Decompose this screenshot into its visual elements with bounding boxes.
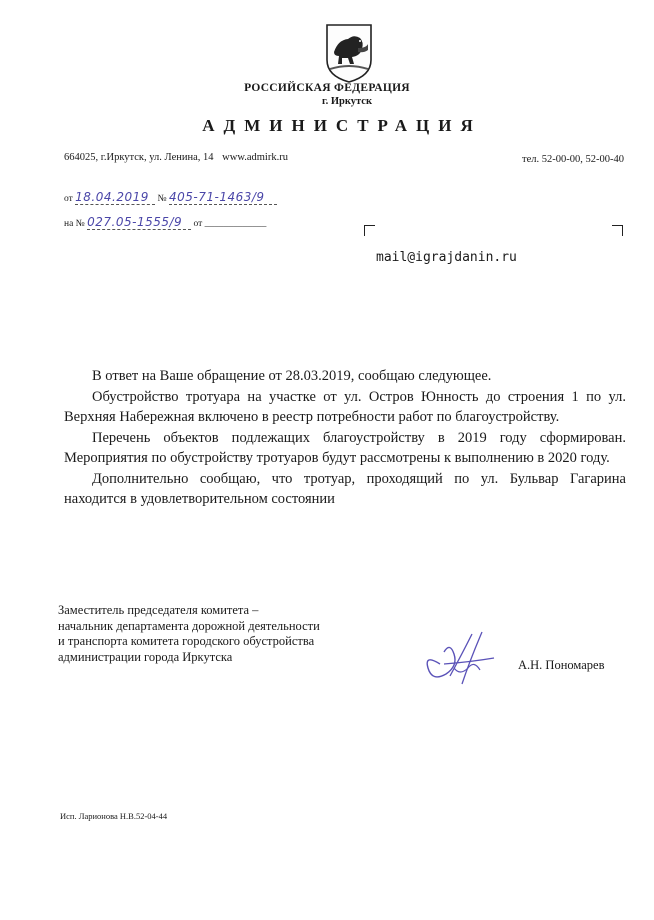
address-corner-right — [612, 225, 623, 236]
position-line: администрации города Иркутска — [58, 649, 233, 664]
reg-number-label: № — [157, 194, 167, 204]
handwritten-signature — [410, 624, 500, 694]
header-organization: АДМИНИСТРАЦИЯ — [202, 116, 482, 135]
reference-line — [64, 215, 266, 230]
header-phone: тел. 52-00-00, 52-00-40 — [522, 154, 624, 165]
header-website: www.admirk.ru — [222, 152, 288, 163]
ref-from-label: от — [193, 219, 203, 229]
body-paragraph: Дополнительно сообщаю, что тротуар, проходящий по ул. Бульвар Гагарина находится в удовлетворительном состоянии — [64, 470, 626, 507]
ref-number: 027.05-1555/9 — [87, 215, 191, 230]
position-line: Заместитель председателя комитета – — [58, 603, 259, 617]
ref-label: на № — [64, 219, 85, 229]
position-line: и транспорта комитета городского обустройства — [58, 634, 315, 648]
signatory-name: А.Н. Пономарев — [518, 658, 605, 672]
registration-line — [64, 190, 277, 205]
ref-date-blank: _____________ — [204, 219, 267, 229]
body-paragraph: В ответ на Ваше обращение от 28.03.2019, сообщаю следующее. — [92, 368, 492, 384]
header-address-line — [64, 152, 288, 163]
recipient-email: mail@igrajdanin.ru — [376, 250, 517, 265]
reg-number: 405-71-1463/9 — [169, 190, 277, 205]
signatory-position — [58, 603, 320, 665]
reg-date: 18.04.2019 — [75, 190, 155, 205]
body-paragraph: Перечень объектов подлежащих благоустройству в 2019 году сформирован. Мероприятия по обустройству тротуаров будут рассмотрены к выполнению в 2020 году. — [64, 429, 626, 466]
executor-info: Исп. Ларионова Н.В.52-04-44 — [60, 811, 168, 821]
body-paragraph: Обустройство тротуара на участке от ул. Остров Юнность до строения 1 по ул. Верхняя Набережная включено в реестр потребности работ по благоустройству. — [64, 388, 626, 425]
reg-from-label: от — [64, 194, 73, 204]
header-country: РОССИЙСКАЯ ФЕДЕРАЦИЯ — [244, 82, 410, 94]
header-city: г. Иркутск — [322, 96, 372, 107]
letter-body — [64, 366, 626, 510]
position-line: начальник департамента дорожной деятельности — [58, 618, 320, 633]
coat-of-arms-icon — [324, 22, 374, 84]
address-corner-left — [364, 225, 375, 236]
header-address: 664025, г.Иркутск, ул. Ленина, 14 — [64, 152, 214, 163]
